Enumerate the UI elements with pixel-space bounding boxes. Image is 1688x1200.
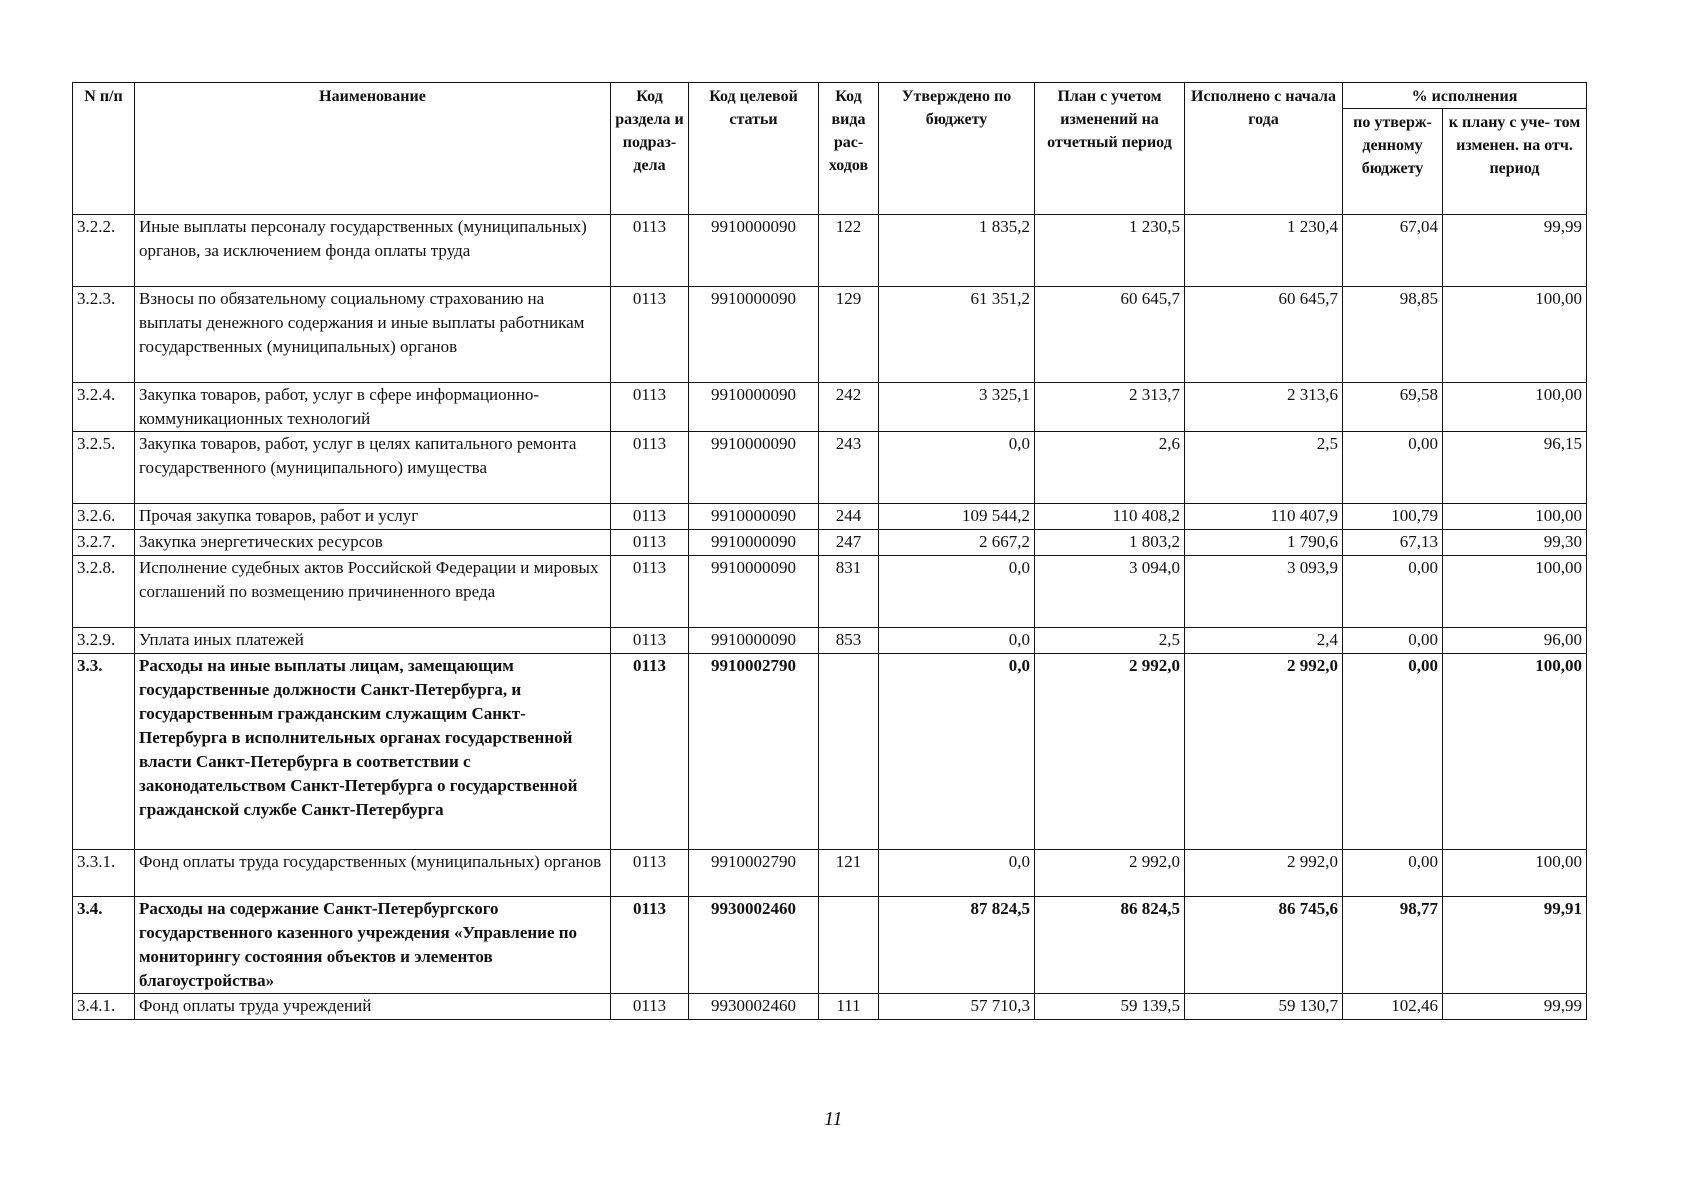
row-pct-budget: 102,46 <box>1343 994 1443 1020</box>
row-target-code: 9910000090 <box>689 530 819 556</box>
header-name: Наименование <box>135 83 611 215</box>
row-number: 3.2.6. <box>73 504 135 530</box>
row-pct-plan: 96,00 <box>1443 628 1587 654</box>
row-approved: 0,0 <box>879 654 1035 850</box>
row-name: Исполнение судебных актов Российской Федерации и мировых соглашений по возмещению причиненного вреда <box>135 556 611 628</box>
budget-execution-table <box>72 82 1587 1020</box>
row-pct-budget: 0,00 <box>1343 556 1443 628</box>
table-row <box>73 556 1587 628</box>
row-name: Закупка энергетических ресурсов <box>135 530 611 556</box>
row-pct-plan: 100,00 <box>1443 287 1587 383</box>
row-number: 3.3.1. <box>73 850 135 897</box>
header-section-code: Код раздела и подраз- дела <box>611 83 689 215</box>
row-type-code: 242 <box>819 383 879 432</box>
row-target-code: 9910000090 <box>689 556 819 628</box>
row-pct-budget: 98,77 <box>1343 897 1443 994</box>
row-executed: 3 093,9 <box>1185 556 1343 628</box>
row-approved: 61 351,2 <box>879 287 1035 383</box>
row-plan: 2,6 <box>1035 432 1185 504</box>
row-plan: 110 408,2 <box>1035 504 1185 530</box>
row-type-code <box>819 654 879 850</box>
row-number: 3.3. <box>73 654 135 850</box>
row-executed: 2 992,0 <box>1185 850 1343 897</box>
row-pct-budget: 98,85 <box>1343 287 1443 383</box>
row-pct-budget: 67,04 <box>1343 215 1443 287</box>
row-type-code: 243 <box>819 432 879 504</box>
header-type-code: Код вида рас- ходов <box>819 83 879 215</box>
row-number: 3.2.3. <box>73 287 135 383</box>
row-number: 3.2.4. <box>73 383 135 432</box>
row-executed: 86 745,6 <box>1185 897 1343 994</box>
row-type-code: 853 <box>819 628 879 654</box>
row-executed: 59 130,7 <box>1185 994 1343 1020</box>
row-approved: 0,0 <box>879 556 1035 628</box>
row-name: Фонд оплаты труда учреждений <box>135 994 611 1020</box>
row-plan: 2,5 <box>1035 628 1185 654</box>
row-approved: 57 710,3 <box>879 994 1035 1020</box>
row-target-code: 9910000090 <box>689 215 819 287</box>
row-target-code: 9910000090 <box>689 287 819 383</box>
row-type-code: 121 <box>819 850 879 897</box>
row-type-code: 244 <box>819 504 879 530</box>
row-section-code: 0113 <box>611 530 689 556</box>
header-target-code: Код целевой статьи <box>689 83 819 215</box>
row-executed: 2,5 <box>1185 432 1343 504</box>
header-approved: Утверждено по бюджету <box>879 83 1035 215</box>
table-row <box>73 994 1587 1020</box>
row-target-code: 9910000090 <box>689 432 819 504</box>
row-section-code: 0113 <box>611 432 689 504</box>
header-executed: Исполнено с начала года <box>1185 83 1343 215</box>
row-section-code: 0113 <box>611 287 689 383</box>
row-number: 3.2.8. <box>73 556 135 628</box>
row-approved: 109 544,2 <box>879 504 1035 530</box>
row-plan: 86 824,5 <box>1035 897 1185 994</box>
row-number: 3.4. <box>73 897 135 994</box>
header-pct-budget: по утверж- денному бюджету <box>1343 109 1443 215</box>
row-type-code: 247 <box>819 530 879 556</box>
row-name: Расходы на содержание Санкт-Петербургского государственного казенного учреждения «Управление по мониторингу состояния объектов и элементов благоустройства» <box>135 897 611 994</box>
row-name: Закупка товаров, работ, услуг в целях капитального ремонта государственного (муниципального) имущества <box>135 432 611 504</box>
row-pct-plan: 96,15 <box>1443 432 1587 504</box>
row-pct-plan: 100,00 <box>1443 556 1587 628</box>
row-pct-budget: 0,00 <box>1343 432 1443 504</box>
row-section-code: 0113 <box>611 504 689 530</box>
row-type-code: 111 <box>819 994 879 1020</box>
header-no: N п/п <box>73 83 135 215</box>
row-section-code: 0113 <box>611 654 689 850</box>
table-row <box>73 432 1587 504</box>
row-pct-plan: 100,00 <box>1443 850 1587 897</box>
row-executed: 1 790,6 <box>1185 530 1343 556</box>
row-executed: 60 645,7 <box>1185 287 1343 383</box>
row-approved: 0,0 <box>879 628 1035 654</box>
row-number: 3.2.9. <box>73 628 135 654</box>
row-pct-plan: 99,30 <box>1443 530 1587 556</box>
row-type-code: 122 <box>819 215 879 287</box>
row-pct-plan: 100,00 <box>1443 654 1587 850</box>
table-body <box>73 215 1587 1020</box>
row-approved: 1 835,2 <box>879 215 1035 287</box>
row-section-code: 0113 <box>611 556 689 628</box>
row-name: Расходы на иные выплаты лицам, замещающим государственные должности Санкт-Петербурга, и государственным гражданским служащим Санкт-Петербурга в исполнительных органах государственной власти Санкт-Петербурга в соответствии с законодательством Санкт-Петербурга о государственной гражданской службе Санкт-Петербурга <box>135 654 611 850</box>
row-target-code: 9910000090 <box>689 504 819 530</box>
row-executed: 110 407,9 <box>1185 504 1343 530</box>
row-pct-budget: 100,79 <box>1343 504 1443 530</box>
row-approved: 0,0 <box>879 432 1035 504</box>
table-row <box>73 215 1587 287</box>
table-row <box>73 850 1587 897</box>
row-plan: 2 313,7 <box>1035 383 1185 432</box>
row-plan: 59 139,5 <box>1035 994 1185 1020</box>
row-section-code: 0113 <box>611 897 689 994</box>
row-name: Фонд оплаты труда государственных (муниципальных) органов <box>135 850 611 897</box>
row-target-code: 9930002460 <box>689 897 819 994</box>
row-executed: 2 313,6 <box>1185 383 1343 432</box>
table-header-row <box>73 83 1587 109</box>
row-section-code: 0113 <box>611 850 689 897</box>
row-approved: 3 325,1 <box>879 383 1035 432</box>
table-row <box>73 504 1587 530</box>
row-approved: 0,0 <box>879 850 1035 897</box>
row-type-code: 129 <box>819 287 879 383</box>
table-row <box>73 383 1587 432</box>
row-plan: 60 645,7 <box>1035 287 1185 383</box>
row-approved: 87 824,5 <box>879 897 1035 994</box>
row-name: Закупка товаров, работ, услуг в сфере информационно-коммуникационных технологий <box>135 383 611 432</box>
row-executed: 2,4 <box>1185 628 1343 654</box>
row-name: Иные выплаты персоналу государственных (муниципальных) органов, за исключением фонда оплаты труда <box>135 215 611 287</box>
row-pct-budget: 0,00 <box>1343 654 1443 850</box>
row-pct-plan: 99,91 <box>1443 897 1587 994</box>
row-executed: 1 230,4 <box>1185 215 1343 287</box>
row-pct-budget: 69,58 <box>1343 383 1443 432</box>
row-section-code: 0113 <box>611 215 689 287</box>
row-section-code: 0113 <box>611 994 689 1020</box>
row-name: Уплата иных платежей <box>135 628 611 654</box>
row-plan: 2 992,0 <box>1035 850 1185 897</box>
row-plan: 2 992,0 <box>1035 654 1185 850</box>
page-number: 11 <box>824 1108 843 1130</box>
row-target-code: 9910000090 <box>689 628 819 654</box>
row-number: 3.2.2. <box>73 215 135 287</box>
row-pct-plan: 100,00 <box>1443 504 1587 530</box>
row-type-code: 831 <box>819 556 879 628</box>
row-plan: 3 094,0 <box>1035 556 1185 628</box>
row-pct-budget: 0,00 <box>1343 628 1443 654</box>
table-row <box>73 897 1587 994</box>
row-pct-budget: 67,13 <box>1343 530 1443 556</box>
row-plan: 1 230,5 <box>1035 215 1185 287</box>
row-number: 3.4.1. <box>73 994 135 1020</box>
header-pct-plan: к плану с уче- том изменен. на отч. период <box>1443 109 1587 215</box>
row-plan: 1 803,2 <box>1035 530 1185 556</box>
row-number: 3.2.7. <box>73 530 135 556</box>
row-approved: 2 667,2 <box>879 530 1035 556</box>
row-name: Взносы по обязательному социальному страхованию на выплаты денежного содержания и иные выплаты работникам государственных (муниципальных) органов <box>135 287 611 383</box>
table-row <box>73 654 1587 850</box>
row-executed: 2 992,0 <box>1185 654 1343 850</box>
row-pct-plan: 100,00 <box>1443 383 1587 432</box>
header-plan: План с учетом изменений на отчетный период <box>1035 83 1185 215</box>
row-type-code <box>819 897 879 994</box>
row-name: Прочая закупка товаров, работ и услуг <box>135 504 611 530</box>
row-target-code: 9930002460 <box>689 994 819 1020</box>
row-pct-budget: 0,00 <box>1343 850 1443 897</box>
table-row <box>73 628 1587 654</box>
row-target-code: 9910002790 <box>689 654 819 850</box>
row-pct-plan: 99,99 <box>1443 994 1587 1020</box>
row-section-code: 0113 <box>611 383 689 432</box>
row-number: 3.2.5. <box>73 432 135 504</box>
row-target-code: 9910002790 <box>689 850 819 897</box>
row-section-code: 0113 <box>611 628 689 654</box>
row-pct-plan: 99,99 <box>1443 215 1587 287</box>
header-percent-group: % исполнения <box>1343 83 1587 109</box>
table-row <box>73 530 1587 556</box>
table-row <box>73 287 1587 383</box>
row-target-code: 9910000090 <box>689 383 819 432</box>
